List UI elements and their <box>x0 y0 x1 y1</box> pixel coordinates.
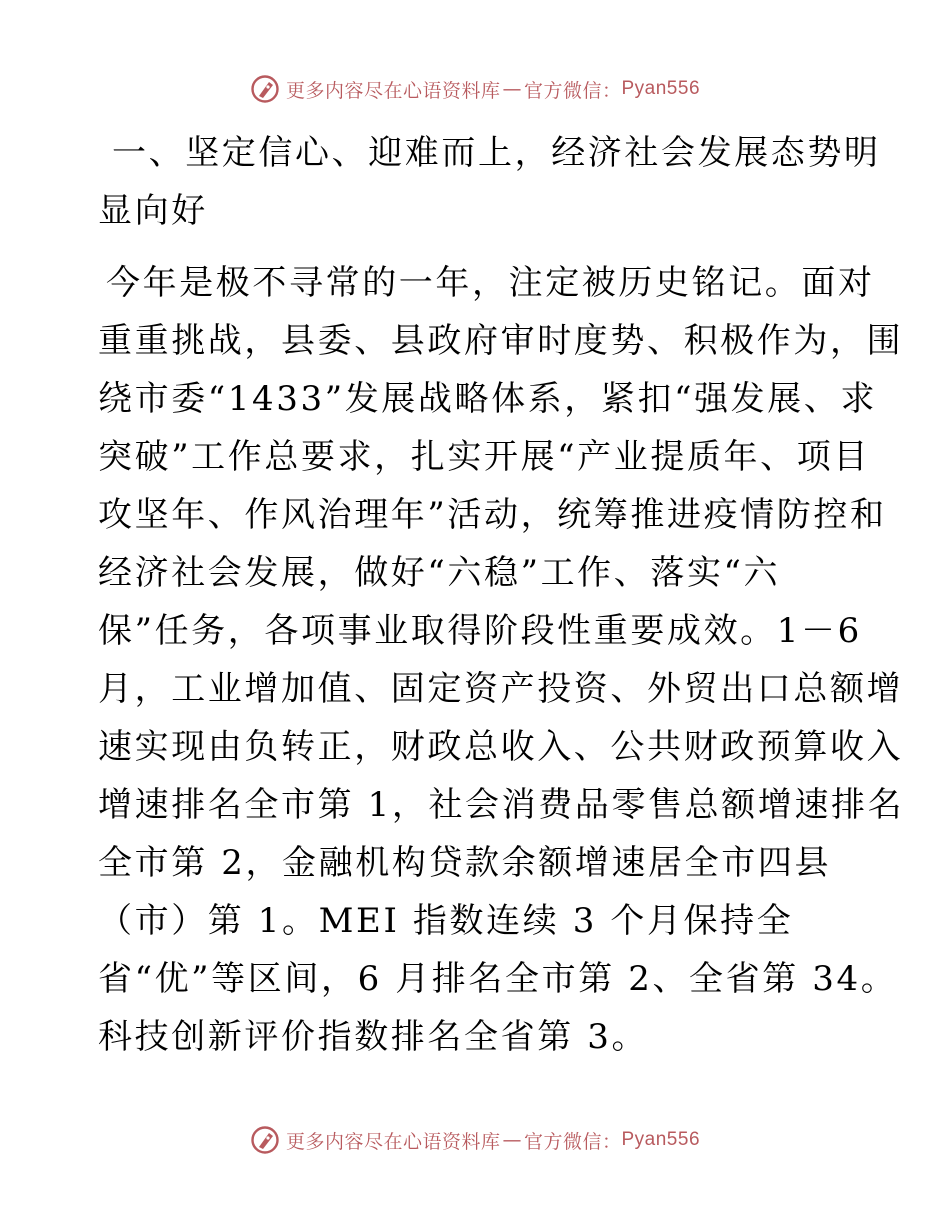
body-paragraph <box>98 254 905 1066</box>
watermark-handle: Pyan556 <box>621 78 701 99</box>
paragraph-line: 全市第 2，金融机构贷款余额增速居全市四县 <box>98 843 832 883</box>
paragraph-line: 攻坚年、作风治理年”活动，统筹推进疫情防控和 <box>98 495 887 535</box>
watermark-dash: — <box>502 1129 522 1151</box>
watermark-dash: — <box>502 78 522 100</box>
section-heading <box>98 124 881 240</box>
pen-nib-circle-icon <box>250 74 280 104</box>
paragraph-line: 经济社会发展，做好“六稳”工作、落实“六 <box>98 553 781 593</box>
paragraph-line: 今年是极不寻常的一年，注定被历史铭记。面对 <box>106 263 875 303</box>
pen-nib-circle-icon <box>250 1125 280 1155</box>
document-body <box>98 124 905 1066</box>
watermark-text: 更多内容尽在心语资料库 <box>285 79 501 102</box>
watermark-footer <box>0 1123 950 1157</box>
watermark-text: 更多内容尽在心语资料库 <box>285 1130 501 1153</box>
paragraph-line: 增速排名全市第 1，社会消费品零售总额增速排名 <box>98 785 905 825</box>
paragraph-line: 月，工业增加值、固定资产投资、外贸出口总额增 <box>98 669 904 709</box>
watermark-label: 官方微信： <box>523 1130 622 1153</box>
paragraph-line: 保”任务，各项事业取得阶段性重要成效。1－6 <box>98 611 862 651</box>
paragraph-line: 速实现由负转正，财政总收入、公共财政预算收入 <box>98 727 904 767</box>
paragraph-line: （市）第 1。MEI 指数连续 3 个月保持全 <box>98 901 794 941</box>
paragraph-line: 重重挑战，县委、县政府审时度势、积极作为，围 <box>98 321 904 361</box>
watermark-header <box>0 72 950 106</box>
watermark-label: 官方微信： <box>523 79 622 102</box>
heading-line: 显向好 <box>98 191 208 231</box>
paragraph-line: 绕市委“1433”发展战略体系，紧扣“强发展、求 <box>98 379 878 419</box>
watermark-handle: Pyan556 <box>621 1129 701 1150</box>
paragraph-line: 省“优”等区间，6 月排名全市第 2、全省第 34。 <box>98 959 898 999</box>
paragraph-line: 突破”工作总要求，扎实开展“产业提质年、项目 <box>98 437 870 477</box>
paragraph-line: 科技创新评价指数排名全省第 3。 <box>98 1017 649 1057</box>
heading-line: 一、坚定信心、迎难而上，经济社会发展态势明 <box>112 133 881 173</box>
